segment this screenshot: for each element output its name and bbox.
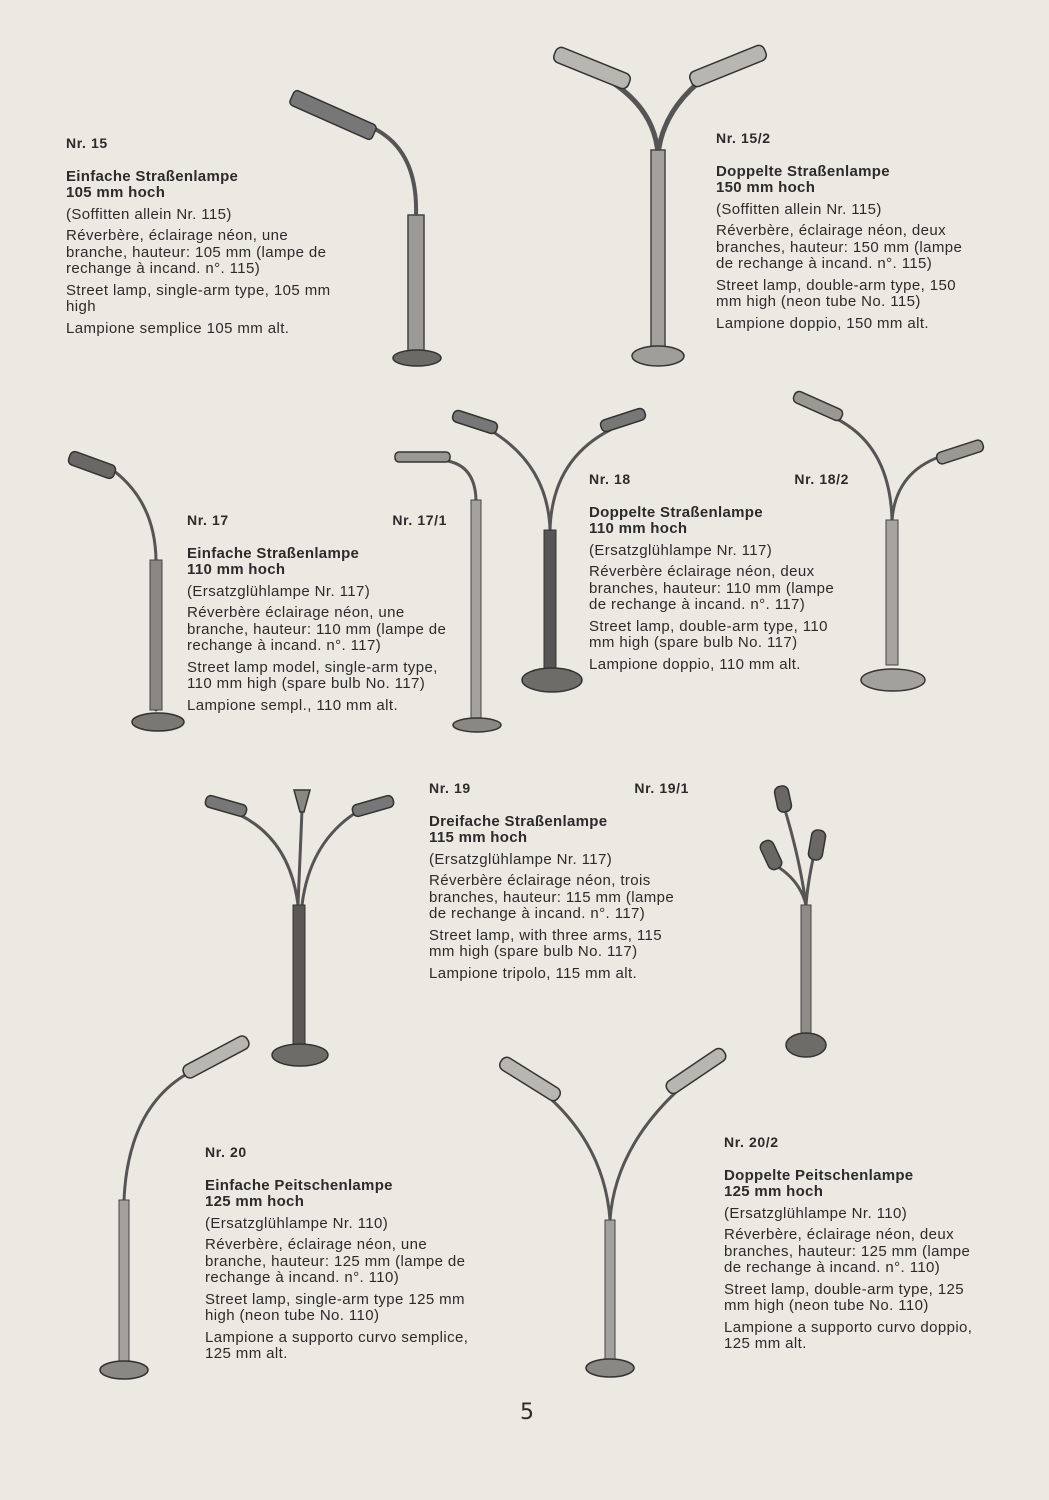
lamp-nr20-2-illustration bbox=[497, 1046, 728, 1377]
entry-desc-fr: Réverbère éclairage néon, trois branches, hauteur: 115 mm (lampe de rechange à incand. n°. 117) bbox=[429, 872, 675, 922]
entry-desc-fr: Réverbère, éclairage néon, une branche, hauteur: 105 mm (lampe de rechange à incand. n°. 115) bbox=[66, 227, 327, 277]
entry-desc-1: (Soffitten allein Nr. 115) bbox=[716, 200, 882, 218]
entry-desc-1: (Ersatzglühlampe Nr. 117) bbox=[589, 541, 773, 559]
entry-desc-fr: Réverbère, éclairage néon, deux branches, hauteur: 150 mm (lampe de rechange à incand. n°. 115) bbox=[716, 222, 963, 272]
entry-number: Nr. 20 bbox=[205, 1144, 247, 1160]
entry-height: 110 mm hoch bbox=[589, 520, 688, 537]
entry-nr19 bbox=[429, 780, 689, 982]
entry-desc-en: Street lamp, double-arm type, 125 mm high (neon tube No. 110) bbox=[724, 1280, 964, 1314]
entry-desc-fr: Réverbère éclairage néon, deux branches, hauteur: 110 mm (lampe de rechange à incand. n°. 117) bbox=[589, 563, 835, 613]
entry-nr15 bbox=[66, 135, 336, 337]
entry-number-row bbox=[429, 780, 689, 797]
entry-height: 105 mm hoch bbox=[66, 184, 166, 201]
entry-desc-it: Lampione sempl., 110 mm alt. bbox=[187, 696, 399, 714]
entry-nr18 bbox=[589, 471, 849, 673]
entry-desc-en: Street lamp, double-arm type, 110 mm high (spare bulb No. 117) bbox=[589, 617, 828, 651]
entry-desc-1: (Soffitten allein Nr. 115) bbox=[66, 205, 232, 223]
lamp-nr17-illustration bbox=[67, 450, 184, 731]
entry-number-alt: Nr. 19/1 bbox=[634, 780, 689, 796]
entry-desc-1: (Ersatzglühlampe Nr. 110) bbox=[205, 1214, 389, 1232]
entry-number: Nr. 17 bbox=[187, 512, 229, 528]
entry-height: 125 mm hoch bbox=[205, 1193, 305, 1210]
entry-desc-1: (Ersatzglühlampe Nr. 117) bbox=[429, 850, 613, 868]
entry-desc-it: Lampione a supporto curvo semplice, 125 mm alt. bbox=[205, 1328, 469, 1362]
entry-desc-en: Street lamp, double-arm type, 150 mm high (neon tube No. 115) bbox=[716, 276, 956, 310]
entry-height: 115 mm hoch bbox=[429, 829, 528, 846]
entry-desc-fr: Réverbère, éclairage néon, une branche, hauteur: 125 mm (lampe de rechange à incand. n°. 110) bbox=[205, 1236, 466, 1286]
lamp-nr19-1-illustration bbox=[758, 785, 826, 1057]
lamp-nr19-illustration bbox=[204, 790, 395, 1066]
entry-nr15-2 bbox=[716, 130, 966, 332]
entry-title: Einfache Peitschenlampe bbox=[205, 1176, 393, 1194]
entry-number-row bbox=[589, 471, 849, 488]
entry-title: Dreifache Straßenlampe bbox=[429, 812, 608, 830]
entry-title: Doppelte Straßenlampe bbox=[589, 503, 763, 521]
entry-number: Nr. 15/2 bbox=[716, 130, 771, 146]
entry-title: Einfache Straßenlampe bbox=[187, 544, 360, 562]
entry-desc-it: Lampione tripolo, 115 mm alt. bbox=[429, 964, 638, 982]
entry-title: Doppelte Straßenlampe bbox=[716, 162, 890, 180]
entry-title: Einfache Straßenlampe bbox=[66, 167, 239, 185]
entry-height: 110 mm hoch bbox=[187, 561, 286, 578]
entry-number-alt: Nr. 17/1 bbox=[392, 512, 447, 528]
entry-nr20 bbox=[205, 1144, 470, 1363]
entry-desc-1: (Ersatzglühlampe Nr. 110) bbox=[724, 1204, 908, 1222]
entry-height: 150 mm hoch bbox=[716, 179, 816, 196]
entry-title: Doppelte Peitschenlampe bbox=[724, 1166, 914, 1184]
entry-desc-fr: Réverbère, éclairage néon, deux branches, hauteur: 125 mm (lampe de rechange à incand. n°. 110) bbox=[724, 1226, 971, 1276]
entry-number: Nr. 19 bbox=[429, 780, 471, 796]
entry-desc-it: Lampione doppio, 110 mm alt. bbox=[589, 655, 801, 673]
entry-desc-fr: Réverbère éclairage néon, une branche, hauteur: 110 mm (lampe de rechange à incand. n°. 117) bbox=[187, 604, 447, 654]
entry-desc-en: Street lamp, with three arms, 115 mm high (spare bulb No. 117) bbox=[429, 926, 663, 960]
entry-desc-en: Street lamp, single-arm type 125 mm high (neon tube No. 110) bbox=[205, 1290, 465, 1324]
entry-number: Nr. 20/2 bbox=[724, 1134, 779, 1150]
entry-desc-en: Street lamp, single-arm type, 105 mm high bbox=[66, 281, 331, 315]
entry-number-row bbox=[187, 512, 447, 529]
entry-desc-it: Lampione a supporto curvo doppio, 125 mm alt. bbox=[724, 1318, 973, 1352]
page-number: 5 bbox=[520, 1400, 534, 1425]
entry-number: Nr. 15 bbox=[66, 135, 108, 151]
entry-desc-it: Lampione doppio, 150 mm alt. bbox=[716, 314, 929, 332]
entry-nr17 bbox=[187, 512, 447, 714]
entry-desc-1: (Ersatzglühlampe Nr. 117) bbox=[187, 582, 371, 600]
entry-number: Nr. 18 bbox=[589, 471, 631, 487]
entry-nr20-2 bbox=[724, 1134, 974, 1353]
entry-height: 125 mm hoch bbox=[724, 1183, 824, 1200]
entry-desc-it: Lampione semplice 105 mm alt. bbox=[66, 319, 290, 337]
entry-number-alt: Nr. 18/2 bbox=[794, 471, 849, 487]
entry-desc-en: Street lamp model, single-arm type, 110 mm high (spare bulb No. 117) bbox=[187, 658, 438, 692]
